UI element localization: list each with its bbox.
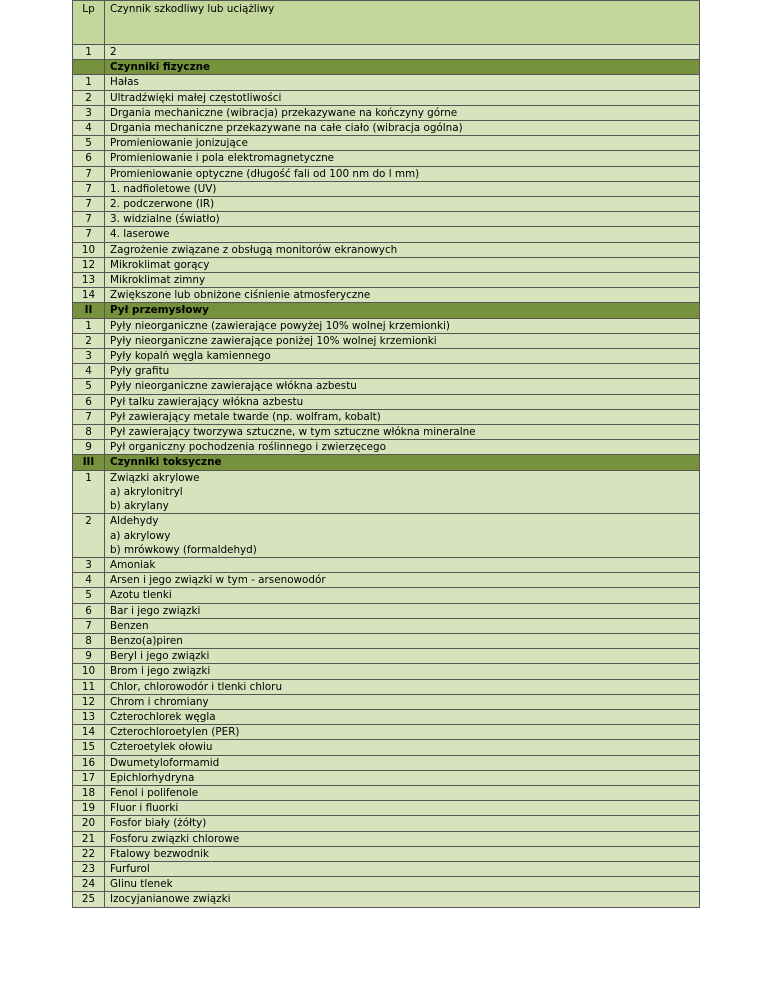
factor-line: Brom i jego związki	[110, 665, 211, 678]
factor-line: Izocyjanianowe związki	[110, 893, 231, 906]
table-row	[73, 801, 700, 816]
table-row	[73, 242, 700, 257]
table-row	[73, 603, 700, 618]
section-title: Pył przemysłowy	[105, 303, 700, 318]
row-lp: 2	[73, 333, 105, 348]
table-row	[73, 318, 700, 333]
row-lp: 4	[73, 364, 105, 379]
row-lp: 3	[73, 105, 105, 120]
table-row	[73, 379, 700, 394]
factor-line: Pyły nieorganiczne zawierające włókna azbestu	[110, 380, 357, 393]
row-lp: 4	[73, 573, 105, 588]
table-row	[73, 709, 700, 724]
section-row	[73, 60, 700, 75]
row-lp: 13	[73, 709, 105, 724]
row-lp: 5	[73, 379, 105, 394]
factor-line: Fluor i fluorki	[110, 802, 179, 815]
row-factor	[105, 740, 700, 755]
table-row	[73, 151, 700, 166]
row-factor	[105, 831, 700, 846]
table-row	[73, 273, 700, 288]
table-row	[73, 740, 700, 755]
row-lp: 2	[73, 514, 105, 558]
factor-line: Promieniowanie i pola elektromagnetyczne	[110, 152, 335, 165]
factor-line: Związki akrylowe	[110, 471, 200, 484]
table-row	[73, 136, 700, 151]
table-row	[73, 166, 700, 181]
factor-line: Fenol i polifenole	[110, 786, 199, 799]
table-row	[73, 181, 700, 196]
table-row	[73, 861, 700, 876]
row-factor	[105, 90, 700, 105]
section-title: Czynniki fizyczne	[105, 60, 700, 75]
table-row	[73, 197, 700, 212]
row-factor	[105, 425, 700, 440]
factor-line: Promieniowanie jonizujące	[110, 137, 248, 150]
table-row	[73, 288, 700, 303]
factor-line: Zwiększone lub obniżone ciśnienie atmosferyczne	[110, 289, 371, 302]
section-row	[73, 303, 700, 318]
row-factor	[105, 379, 700, 394]
row-factor	[105, 273, 700, 288]
factor-line: Drgania mechaniczne (wibracja) przekazywane na kończyny górne	[110, 106, 458, 119]
factor-line: Czteroetylek ołowiu	[110, 741, 213, 754]
row-lp: 13	[73, 273, 105, 288]
row-lp: 1	[73, 318, 105, 333]
row-lp: 7	[73, 166, 105, 181]
table-row	[73, 573, 700, 588]
row-factor	[105, 470, 700, 514]
table-row	[73, 227, 700, 242]
table-row	[73, 877, 700, 892]
table-row	[73, 364, 700, 379]
row-factor	[105, 649, 700, 664]
row-lp: 10	[73, 664, 105, 679]
row-factor	[105, 440, 700, 455]
table-row	[73, 470, 700, 514]
row-factor	[105, 877, 700, 892]
row-lp: 1	[73, 75, 105, 90]
table-row	[73, 679, 700, 694]
row-lp: 10	[73, 242, 105, 257]
row-factor	[105, 664, 700, 679]
section-lp: II	[73, 303, 105, 318]
row-lp: 6	[73, 394, 105, 409]
row-lp: 5	[73, 588, 105, 603]
table-row	[73, 394, 700, 409]
row-factor	[105, 364, 700, 379]
factor-line: b) mrówkowy (formaldehyd)	[110, 543, 257, 556]
factor-line: Pył zawierający tworzywa sztuczne, w tym sztuczne włókna mineralne	[110, 426, 476, 439]
row-lp: 3	[73, 557, 105, 572]
row-lp: 23	[73, 861, 105, 876]
section-row	[73, 455, 700, 470]
table-row	[73, 557, 700, 572]
factor-line: Czterochlorek węgla	[110, 710, 216, 723]
row-lp: 6	[73, 151, 105, 166]
row-lp: 11	[73, 679, 105, 694]
row-lp: 12	[73, 257, 105, 272]
row-factor	[105, 349, 700, 364]
row-factor	[105, 846, 700, 861]
factor-line: a) akrylonitryl	[110, 485, 183, 498]
row-factor	[105, 288, 700, 303]
row-lp: 22	[73, 846, 105, 861]
table-row	[73, 892, 700, 907]
factor-line: Ftalowy bezwodnik	[110, 847, 209, 860]
row-factor	[105, 573, 700, 588]
row-factor	[105, 409, 700, 424]
row-factor	[105, 514, 700, 558]
factor-line: Chlor, chlorowodór i tlenki chloru	[110, 680, 283, 693]
table-row	[73, 121, 700, 136]
row-factor	[105, 861, 700, 876]
section-lp	[73, 60, 105, 75]
factor-line: Pył organiczny pochodzenia roślinnego i zwierzęcego	[110, 441, 386, 454]
row-lp: 8	[73, 633, 105, 648]
column-number-factor: 2	[105, 45, 700, 60]
factor-line: Dwumetyloformamid	[110, 756, 220, 769]
header-row	[73, 1, 700, 45]
row-factor	[105, 166, 700, 181]
row-factor	[105, 892, 700, 907]
factor-line: Pył talku zawierający włókna azbestu	[110, 395, 304, 408]
row-lp: 12	[73, 694, 105, 709]
factor-line: Amoniak	[110, 558, 156, 571]
factor-line: Promieniowanie optyczne (długość fali od 100 nm do l mm)	[110, 167, 420, 180]
row-factor	[105, 318, 700, 333]
row-lp: 9	[73, 649, 105, 664]
row-lp: 7	[73, 227, 105, 242]
factor-line: Benzo(a)piren	[110, 634, 183, 647]
factor-line: 4. laserowe	[110, 228, 170, 241]
factor-line: Azotu tlenki	[110, 589, 172, 602]
factor-line: Pył zawierający metale twarde (np. wolfram, kobalt)	[110, 410, 381, 423]
row-lp: 7	[73, 618, 105, 633]
row-lp: 2	[73, 90, 105, 105]
row-lp: 25	[73, 892, 105, 907]
row-factor	[105, 770, 700, 785]
row-factor	[105, 121, 700, 136]
factor-line: Furfurol	[110, 862, 150, 875]
row-factor	[105, 257, 700, 272]
column-number-lp: 1	[73, 45, 105, 60]
factor-line: Epichlorhydryna	[110, 771, 195, 784]
table-row	[73, 349, 700, 364]
row-factor	[105, 242, 700, 257]
table-row	[73, 649, 700, 664]
table-row	[73, 618, 700, 633]
factor-line: 3. widzialne (światło)	[110, 213, 220, 226]
factor-line: Benzen	[110, 619, 149, 632]
row-factor	[105, 557, 700, 572]
factor-line: Zagrożenie związane z obsługą monitorów ekranowych	[110, 243, 398, 256]
row-factor	[105, 105, 700, 120]
row-lp: 6	[73, 603, 105, 618]
hazard-factors-table	[72, 0, 700, 908]
column-number-row	[73, 45, 700, 60]
table-row	[73, 785, 700, 800]
factor-line: Fosforu związki chlorowe	[110, 832, 240, 845]
row-lp: 19	[73, 801, 105, 816]
table-row	[73, 333, 700, 348]
factor-line: Bar i jego związki	[110, 604, 201, 617]
row-factor	[105, 181, 700, 196]
factor-line: 1. nadfioletowe (UV)	[110, 182, 217, 195]
table-row	[73, 633, 700, 648]
row-lp: 9	[73, 440, 105, 455]
row-lp: 15	[73, 740, 105, 755]
row-factor	[105, 694, 700, 709]
row-factor	[105, 333, 700, 348]
factor-line: Pyły kopalń węgla kamiennego	[110, 350, 271, 363]
factor-line: Mikroklimat zimny	[110, 274, 206, 287]
table-row	[73, 514, 700, 558]
section-lp: III	[73, 455, 105, 470]
table-body	[73, 1, 700, 908]
row-factor	[105, 785, 700, 800]
row-lp: 20	[73, 816, 105, 831]
table-row	[73, 588, 700, 603]
factor-line: Pyły grafitu	[110, 365, 170, 378]
header-factor: Czynnik szkodliwy lub uciążliwy	[105, 1, 700, 45]
row-factor	[105, 197, 700, 212]
factor-line: Hałas	[110, 76, 139, 89]
row-factor	[105, 394, 700, 409]
factor-line: Chrom i chromiany	[110, 695, 209, 708]
row-factor	[105, 816, 700, 831]
header-lp: Lp	[73, 1, 105, 45]
row-factor	[105, 679, 700, 694]
factor-line: Arsen i jego związki w tym - arsenowodór	[110, 574, 326, 587]
table-row	[73, 212, 700, 227]
row-lp: 16	[73, 755, 105, 770]
factor-line: Aldehydy	[110, 515, 159, 528]
row-lp: 18	[73, 785, 105, 800]
table-row	[73, 694, 700, 709]
row-factor	[105, 603, 700, 618]
row-lp: 4	[73, 121, 105, 136]
row-lp: 7	[73, 212, 105, 227]
row-lp: 7	[73, 181, 105, 196]
row-lp: 5	[73, 136, 105, 151]
section-title: Czynniki toksyczne	[105, 455, 700, 470]
table-row	[73, 770, 700, 785]
factor-line: Pyły nieorganiczne zawierające poniżej 10% wolnej krzemionki	[110, 334, 437, 347]
row-factor	[105, 618, 700, 633]
factor-line: b) akrylany	[110, 500, 169, 513]
factor-line: Glinu tlenek	[110, 878, 173, 891]
row-factor	[105, 75, 700, 90]
factor-line: Pyły nieorganiczne (zawierające powyżej 10% wolnej krzemionki)	[110, 319, 450, 332]
table-row	[73, 816, 700, 831]
row-factor	[105, 212, 700, 227]
table-row	[73, 409, 700, 424]
row-factor	[105, 801, 700, 816]
factor-line: Fosfor biały (żółty)	[110, 817, 207, 830]
table-row	[73, 755, 700, 770]
table-row	[73, 846, 700, 861]
row-factor	[105, 151, 700, 166]
table-row	[73, 425, 700, 440]
table-row	[73, 90, 700, 105]
row-factor	[105, 709, 700, 724]
factor-line: Beryl i jego związki	[110, 650, 210, 663]
factor-line: 2. podczerwone (IR)	[110, 198, 215, 211]
row-lp: 7	[73, 409, 105, 424]
table-row	[73, 664, 700, 679]
row-factor	[105, 725, 700, 740]
factor-line: Czterochloroetylen (PER)	[110, 726, 240, 739]
table-row	[73, 105, 700, 120]
table-row	[73, 440, 700, 455]
row-lp: 21	[73, 831, 105, 846]
row-lp: 8	[73, 425, 105, 440]
row-lp: 14	[73, 725, 105, 740]
factor-line: Ultradźwięki małej częstotliwości	[110, 91, 282, 104]
row-factor	[105, 227, 700, 242]
row-lp: 1	[73, 470, 105, 514]
table-row	[73, 75, 700, 90]
row-factor	[105, 588, 700, 603]
row-factor	[105, 755, 700, 770]
row-lp: 14	[73, 288, 105, 303]
row-lp: 17	[73, 770, 105, 785]
table-row	[73, 257, 700, 272]
table-row	[73, 831, 700, 846]
table-row	[73, 725, 700, 740]
factor-line: Mikroklimat gorący	[110, 258, 210, 271]
row-factor	[105, 633, 700, 648]
factor-line: a) akrylowy	[110, 529, 171, 542]
row-lp: 3	[73, 349, 105, 364]
row-factor	[105, 136, 700, 151]
row-lp: 24	[73, 877, 105, 892]
factor-line: Drgania mechaniczne przekazywane na całe ciało (wibracja ogólna)	[110, 122, 463, 135]
row-lp: 7	[73, 197, 105, 212]
